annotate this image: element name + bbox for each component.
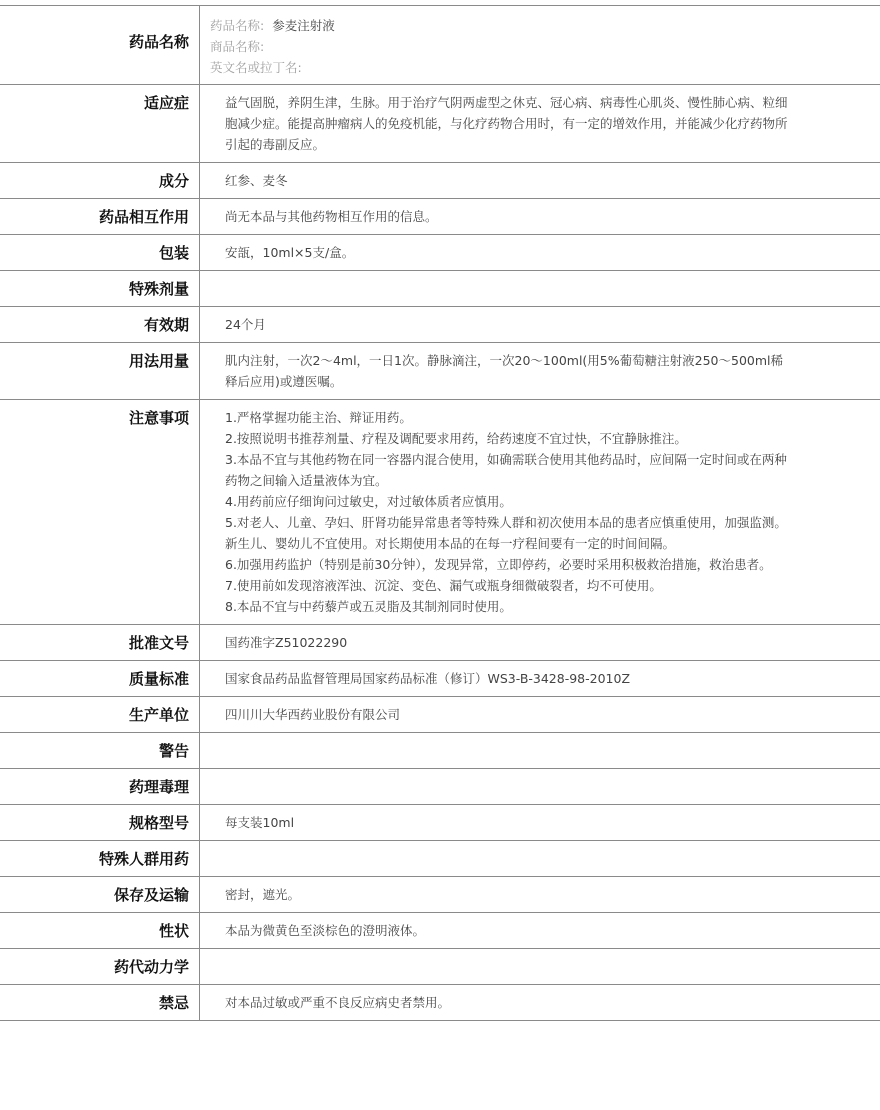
field-value — [200, 949, 880, 984]
field-value-line: 2.按照说明书推荐剂量、疗程及调配要求用药，给药速度不宜过快，不宜静脉推注。 — [225, 431, 687, 446]
table-row — [0, 85, 880, 163]
table-row — [0, 163, 880, 199]
generic-name-key: 药品名称: — [210, 18, 265, 33]
table-row — [0, 400, 880, 625]
field-value-line: 益气固脱，养阴生津，生脉。用于治疗气阴两虚型之休克、冠心病、病毒性心肌炎、慢性肺心病、粒细胞减少症。能提高肿瘤病人的免疫机能，与化疗药物合用时，有一定的增效作用，并能减少化疗药物所引起的毒副反应。 — [225, 95, 788, 152]
field-value — [200, 877, 880, 912]
table-row — [0, 697, 880, 733]
drug-info-table — [0, 5, 880, 1021]
field-value — [200, 661, 880, 696]
field-label: 药代动力学 — [0, 949, 200, 984]
generic-name-line — [210, 15, 870, 36]
field-label: 有效期 — [0, 307, 200, 342]
drug-names-block — [200, 6, 880, 84]
field-value — [200, 199, 880, 234]
field-label: 禁忌 — [0, 985, 200, 1020]
table-row — [0, 877, 880, 913]
field-label: 保存及运输 — [0, 877, 200, 912]
table-row — [0, 949, 880, 985]
field-label: 用法用量 — [0, 343, 200, 399]
table-row — [0, 235, 880, 271]
field-value-line: 尚无本品与其他药物相互作用的信息。 — [225, 209, 438, 224]
field-value-line: 4.用药前应仔细询问过敏史，对过敏体质者应慎用。 — [225, 494, 512, 509]
table-row — [0, 769, 880, 805]
field-value-line: 对本品过敏或严重不良反应病史者禁用。 — [225, 995, 451, 1010]
table-row — [0, 985, 880, 1021]
field-value-line: 每支装10ml — [225, 815, 295, 830]
trade-name-key: 商品名称: — [210, 39, 265, 54]
field-value-line: 6.加强用药监护（特别是前30分钟），发现异常，立即停药，必要时采用积极救治措施，救治患者。 — [225, 557, 772, 572]
field-value-line: 24个月 — [225, 317, 266, 332]
table-row-drug-names — [0, 6, 880, 85]
field-value — [200, 307, 880, 342]
field-label: 特殊剂量 — [0, 271, 200, 306]
field-value — [200, 271, 880, 306]
english-name-line — [210, 57, 870, 78]
field-value — [200, 841, 880, 876]
field-label: 药品名称 — [0, 6, 200, 84]
field-value-line: 5.对老人、儿童、孕妇、肝肾功能异常患者等特殊人群和初次使用本品的患者应慎重使用，加强监测。新生儿、婴幼儿不宜使用。对长期使用本品的在每一疗程间要有一定的时间间隔。 — [225, 515, 787, 551]
table-row — [0, 841, 880, 877]
field-value-line: 四川川大华西药业股份有限公司 — [225, 707, 401, 722]
table-row — [0, 661, 880, 697]
field-label: 药理毒理 — [0, 769, 200, 804]
field-label: 药品相互作用 — [0, 199, 200, 234]
field-value-line: 3.本品不宜与其他药物在同一容器内混合使用，如确需联合使用其他药品时，应间隔一定时间或在两种药物之间输入适量液体为宜。 — [225, 452, 787, 488]
field-value — [200, 697, 880, 732]
field-label: 警告 — [0, 733, 200, 768]
table-row — [0, 733, 880, 769]
field-value-line: 肌内注射，一次2～4ml，一日1次。静脉滴注，一次20～100ml(用5%葡萄糖注射液250～500ml稀释后应用)或遵医嘱。 — [225, 353, 783, 389]
field-label: 质量标准 — [0, 661, 200, 696]
table-row — [0, 805, 880, 841]
field-value-line: 国家食品药品监督管理局国家药品标准（修订）WS3-B-3428-98-2010Z — [225, 671, 631, 686]
field-label: 注意事项 — [0, 400, 200, 624]
field-value — [200, 400, 880, 624]
field-label: 特殊人群用药 — [0, 841, 200, 876]
field-value — [200, 85, 880, 162]
english-name-key: 英文名或拉丁名: — [210, 60, 302, 75]
generic-name-value: 参麦注射液 — [272, 18, 335, 33]
field-label: 规格型号 — [0, 805, 200, 840]
field-value — [200, 163, 880, 198]
field-value — [200, 805, 880, 840]
field-label: 适应症 — [0, 85, 200, 162]
table-row — [0, 913, 880, 949]
field-value — [200, 343, 880, 399]
field-value-line: 8.本品不宜与中药藜芦或五灵脂及其制剂同时使用。 — [225, 599, 512, 614]
field-label: 性状 — [0, 913, 200, 948]
field-label: 成分 — [0, 163, 200, 198]
table-row — [0, 343, 880, 400]
field-label: 批准文号 — [0, 625, 200, 660]
field-value-line: 安瓿，10ml×5支/盒。 — [225, 245, 355, 260]
field-label: 包装 — [0, 235, 200, 270]
field-value-line: 国药准字Z51022290 — [225, 635, 348, 650]
table-row — [0, 199, 880, 235]
trade-name-line — [210, 36, 870, 57]
field-value — [200, 235, 880, 270]
field-value — [200, 985, 880, 1020]
field-value-line: 红参、麦冬 — [225, 173, 288, 188]
field-value — [200, 733, 880, 768]
field-label: 生产单位 — [0, 697, 200, 732]
field-value — [200, 625, 880, 660]
field-value-line: 本品为微黄色至淡棕色的澄明液体。 — [225, 923, 426, 938]
field-value-line: 7.使用前如发现溶液浑浊、沉淀、变色、漏气或瓶身细微破裂者，均不可使用。 — [225, 578, 662, 593]
table-row — [0, 625, 880, 661]
field-value-line: 1.严格掌握功能主治、辩证用药。 — [225, 410, 412, 425]
table-row — [0, 307, 880, 343]
field-value-line: 密封，遮光。 — [225, 887, 301, 902]
field-value — [200, 913, 880, 948]
table-row — [0, 271, 880, 307]
field-rows — [0, 85, 880, 1021]
field-value — [200, 769, 880, 804]
